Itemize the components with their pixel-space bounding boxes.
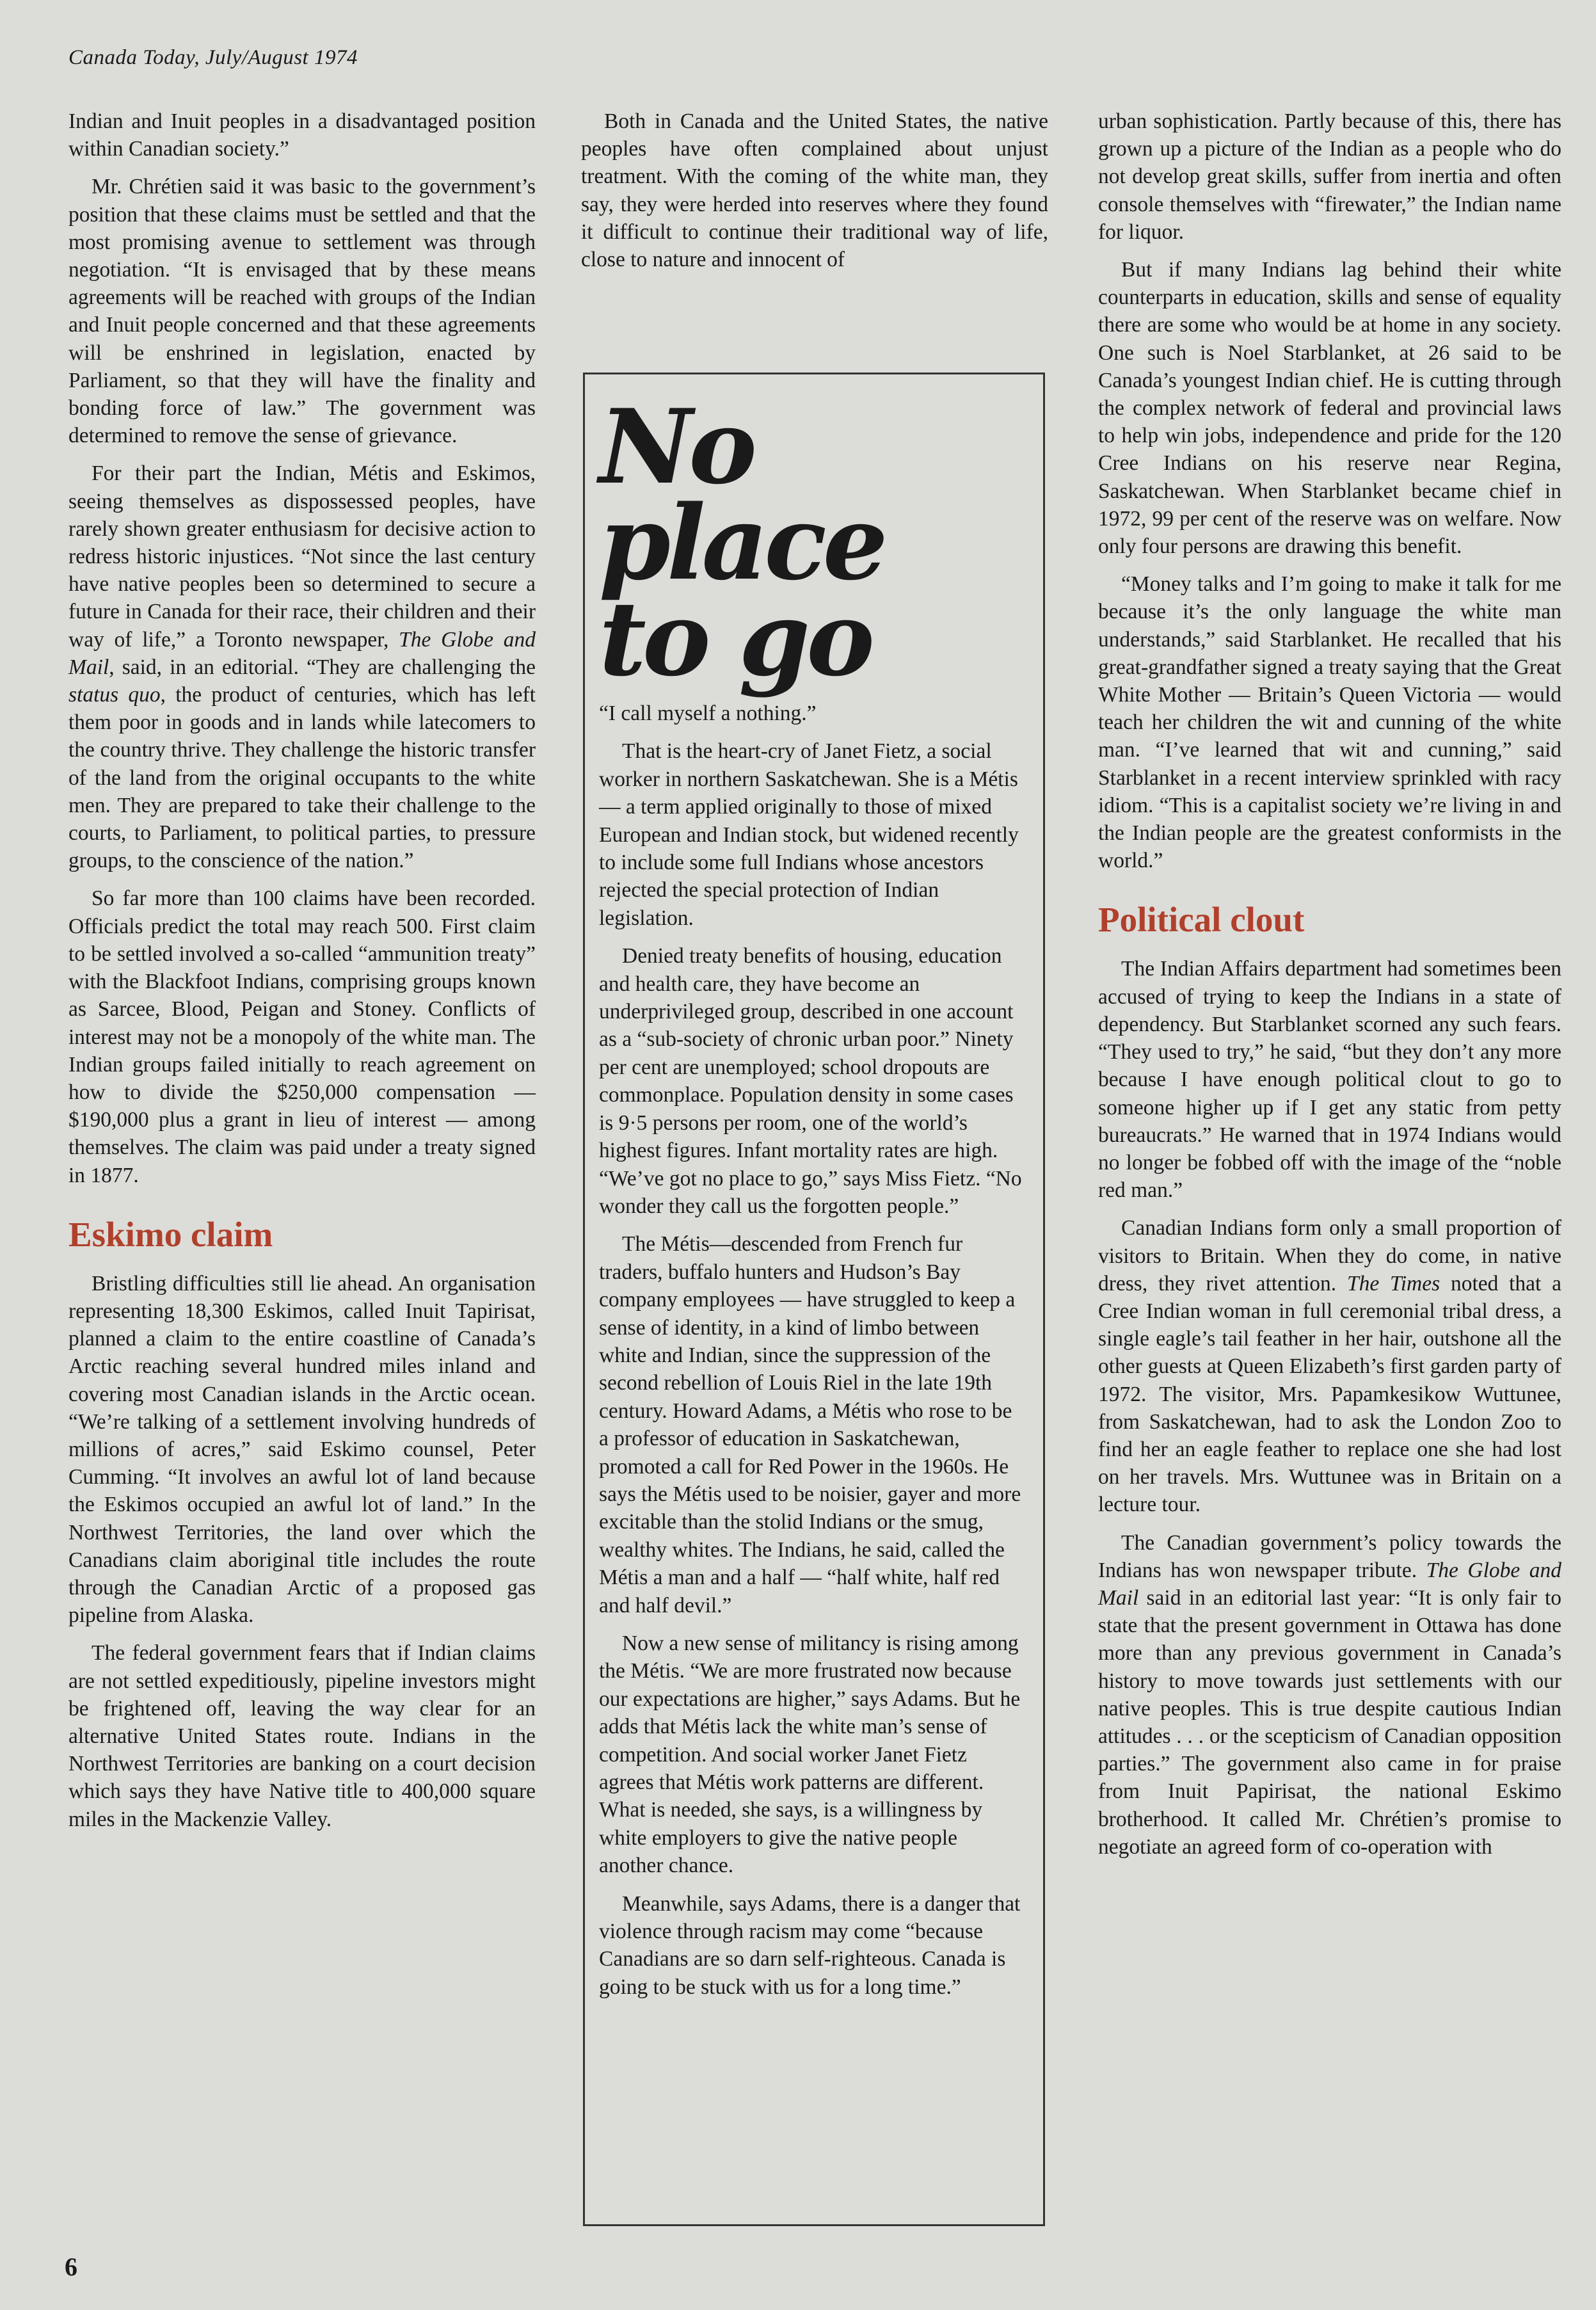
paragraph: For their part the Indian, Métis and Eskimos, seeing themselves as dispossessed peoples, have rarely shown greater enthusiasm for decisive action to redress historic injustices. “Not since the last century have native peoples been so determined to secure a future in Canada for their race, their children and their way of life,” a Toronto newspaper, The Globe and Mail, said, in an editorial. “They are challenging the status quo, the product of centuries, which has left them poor in goods and in lands while latecomers to the country thrive. They challenge the historic transfer of the land from the original occupants to the white men. They are prepared to take their challenge to the courts, to Parliament, to political parties, to pressure groups, to the conscience of the nation.” <box>68 461 536 873</box>
paragraph: The Métis—descended from French fur traders, buffalo hunters and Hudson’s Bay company employees — have struggled to keep a sense of identity, in a kind of limbo between white and Indian, since the suppression of the second rebellion of Louis Riel in the late 19th century. Howard Adams, a Métis who rose to be a professor of education in Saskatchewan, promoted a call for Red Power in the 1960s. He says the Métis used to be noisier, gayer and more excitable than the stolid Indians or the smug, wealthy whites. The Indians, he said, called the Métis a man and a half — “half white, half red and half devil.” <box>599 1232 1021 1617</box>
page-number: 6 <box>65 2252 77 2281</box>
paragraph: The Canadian government’s policy towards the Indians has won newspaper tribute. The Globe and Mail said in an editorial last year: “It is only fair to state that the present government in Ottawa has done more than any previous government in Canada’s history to move towards just settlements with our native peoples. This is true despite cautious Indian attitudes . . . or the scepticism of Canadian opposition parties.” The government also came in for praise from Inuit Papirisat, the national Eskimo brotherhood. It called Mr. Chrétien’s promise to negotiate an agreed form of co-operation with <box>1098 1530 1562 1859</box>
sidebar-body <box>599 700 1026 2001</box>
paragraph: Canadian Indians form only a small proportion of visitors to Britain. When they do come, in native dress, they rivet attention. The Times noted that a Cree Indian woman in full ceremonial tribal dress, a single eagle’s tail feather in her hair, outshone all the other guests at Queen Elizabeth’s first garden party of 1972. The visitor, Mrs. Papamkesikow Wuttunee, from Saskatchewan, had to ask the London Zoo to find her an eagle feather to replace one she had lost on her travels. Mrs. Wuttunee was in Britain on a lecture tour. <box>1098 1216 1561 1517</box>
paragraph: “I call myself a nothing.” <box>599 702 817 725</box>
sidebar-title-line: No place <box>599 387 884 603</box>
paragraph: Denied treaty benefits of housing, education and health care, they have become an underprivileged group, described in one account as a “sub-society of chronic urban poor.” Ninety per cent are unemployed; school dropouts are commonplace. Population density in some cases is 9·5 persons per room, one of the world’s highest figures. Infant mortality rates are high. “We’ve got no place to go,” says Miss Fietz. “No wonder they call us the forgotten people.” <box>599 944 1022 1218</box>
subheading-eskimo-claim: Eskimo claim <box>68 1214 273 1254</box>
paragraph: Both in Canada and the United States, the native peoples have often complained about unjust treatment. With the coming of the white man, they say, they were herded into reserves where they found it difficult to continue their traditional way of life, close to nature and innocent of <box>581 109 1048 272</box>
column-left <box>68 108 536 1843</box>
paragraph: So far more than 100 claims have been recorded. Officials predict the total may reach 500. First claim to be settled involved a so-called “ammunition treaty” with the Blackfoot Indians, comprising groups known as Sarcee, Blood, Peigan and Stoney. Conflicts of interest may not be a monopoly of the white man. The Indian groups failed initially to reach agreement on how to divide the $250,000 compensation — $190,000 plus a grant in lieu of interest — among themselves. The claim was paid under a treaty signed in 1877. <box>68 886 536 1187</box>
paragraph: “Money talks and I’m going to make it talk for me because it’s the only language the white man understands,” said Starblanket. He recalled that his great-grandfather signed a treaty saying that the Great White Mother — Britain’s Queen Victoria — would teach her children the wit and cunning of the white man. “I’ve learned that wit and cunning,” said Starblanket in a recent interview sprinkled with racy idiom. “This is a capitalist society we’re living in and the Indian people are the greatest conformists in the world.” <box>1098 572 1561 873</box>
paragraph: Meanwhile, says Adams, there is a danger that violence through racism may come “because Canadians are so darn self-righteous. Canada is going to be stuck with us for a long time.” <box>599 1891 1021 1999</box>
column-middle <box>581 108 1048 284</box>
paragraph: Mr. Chrétien said it was basic to the government’s position that these claims must be settled and that the most promising avenue to settlement was through negotiation. “It is envisaged that by these means agreements will be reached with groups of the Indian and Inuit people concerned and that these agreements will be enshrined in legislation, enacted by Parliament, so that they will have the finality and bonding force of law.” The government was determined to remove the sense of grievance. <box>68 175 536 448</box>
paragraph: The federal government fears that if Indian claims are not settled expeditiously, pipeline investors might be frightened off, leaving the way clear for an alternative United States route. Indians in the Northwest Territories are banking on a court decision which says they have Native title to 400,000 square miles in the Mackenzie Valley. <box>68 1641 536 1831</box>
sidebar-title <box>599 387 1026 699</box>
sidebar-box-no-place-to-go <box>583 373 1045 2226</box>
paragraph: urban sophistication. Partly because of this, there has grown up a picture of the Indian as a people who do not develop great skills, suffer from inertia and often console themselves with “firewater,” the Indian name for liquor. <box>1098 109 1561 244</box>
paragraph: Now a new sense of militancy is rising among the Métis. “We are more frustrated now because our expectations are higher,” says Adams. But he adds that Métis lack the white man’s sense of competition. And social worker Janet Fietz agrees that Métis work patterns are different. What is needed, she says, is a willingness by white employers to give the native people another chance. <box>599 1632 1021 1878</box>
paragraph: Bristling difficulties still lie ahead. An organisation representing 18,300 Eskimos, called Inuit Tapirisat, planned a claim to the entire coastline of Canada’s Arctic reaching several hundred miles inland and covering most Canadian islands in the Arctic ocean. “We’re talking of a settlement involving hundreds of millions of acres,” said Eskimo counsel, Peter Cumming. “It involves an awful lot of land because the Eskimos occupied an awful lot of land.” In the Northwest Territories, the land over which the Canadians claim aboriginal title includes the route through the Canadian Arctic of a proposed gas pipeline from Alaska. <box>68 1271 536 1628</box>
sidebar-title-line: to go <box>599 579 871 699</box>
running-header: Canada Today, July/August 1974 <box>68 46 358 69</box>
paragraph: The Indian Affairs department had sometimes been accused of trying to keep the Indians in a state of dependency. But Starblanket scorned any such fears. “They used to try,” he said, “but they don’t any more because I have enough political clout to go to someone higher up if I get any static from petty bureaucrats.” He warned that in 1974 Indians would no longer be fobbed off with the image of the “noble red man.” <box>1098 957 1561 1203</box>
column-right <box>1098 108 1561 1871</box>
paragraph: But if many Indians lag behind their white counterparts in education, skills and sense of equality there are some who would be at home in any society. One such is Noel Starblanket, at 26 said to be Canada’s youngest Indian chief. He is cutting through the complex network of federal and provincial laws to help win jobs, independence and pride for the 120 Cree Indians on his reserve near Regina, Saskatchewan. When Starblanket became chief in 1972, 99 per cent of the reserve was on welfare. Now only four persons are drawing this benefit. <box>1098 258 1561 559</box>
paragraph: Indian and Inuit peoples in a disadvantaged position within Canadian society.” <box>68 109 536 161</box>
paragraph: That is the heart-cry of Janet Fietz, a social worker in northern Saskatchewan. She is a Métis — a term applied originally to those of mixed European and Indian stock, but widened recently to include some full Indians whose ancestors rejected the special protection of Indian legislation. <box>599 739 1019 930</box>
subheading-political-clout: Political clout <box>1098 900 1305 940</box>
